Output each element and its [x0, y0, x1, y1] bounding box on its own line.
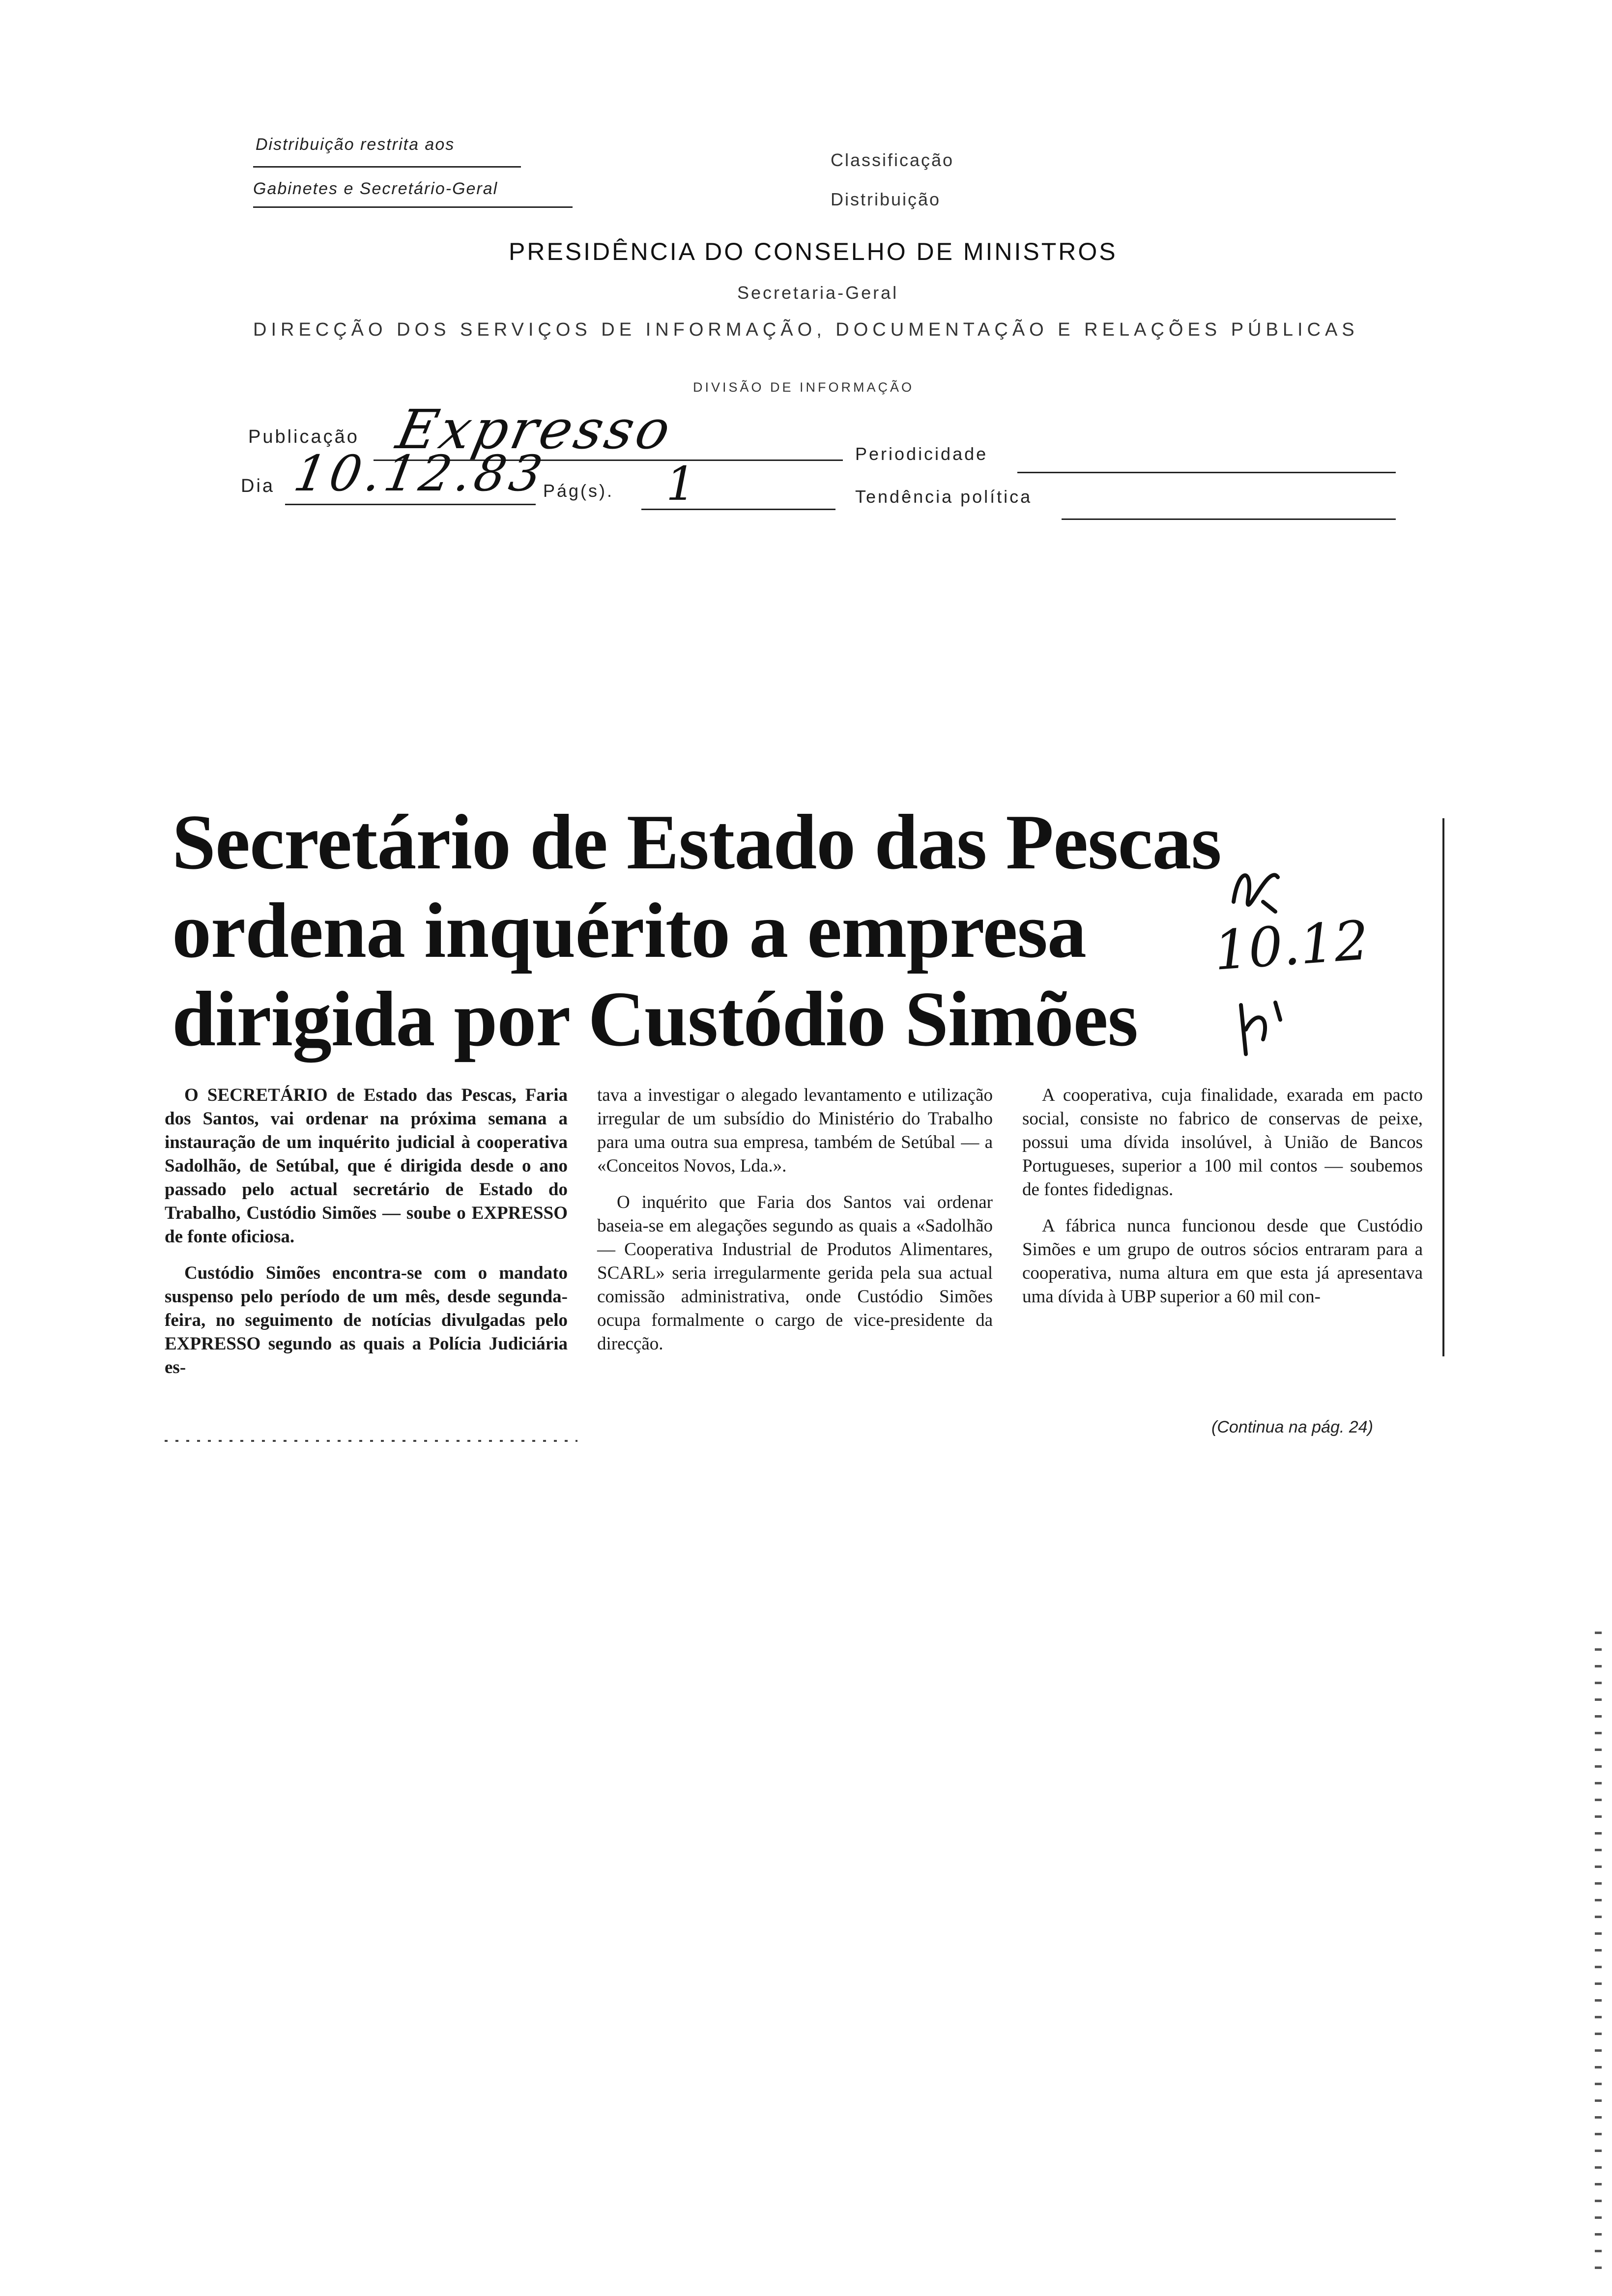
publicacao-label: Publicação — [248, 427, 359, 447]
article-column-2 — [597, 1084, 993, 1356]
dia-handwritten: 10.12.83 — [289, 445, 550, 502]
distribution-note-underline-2 — [253, 206, 573, 208]
margin-handwritten-scribble — [1229, 858, 1288, 917]
dia-label: Dia — [241, 476, 275, 496]
col2-paragraph-1: tava a investigar o alegado levantamento e utilização irregular de um subsídio do Ministério do Trabalho para uma outra sua empresa, também de Setúbal — a «Conceitos Novos, Lda.». — [597, 1085, 993, 1176]
publicacao-handwritten: Expresso — [391, 398, 679, 461]
periodicidade-line — [1017, 472, 1396, 473]
org-title: PRESIDÊNCIA DO CONSELHO DE MINISTROS — [509, 238, 1118, 265]
tendencia-line — [1062, 518, 1396, 520]
headline-line-2: ordena inquérito a empresa — [172, 887, 1086, 974]
headline-line-3: dirigida por Custódio Simões — [172, 975, 1138, 1062]
tendencia-label: Tendência política — [855, 487, 1033, 507]
classificacao-label: Classificação — [831, 150, 954, 170]
distribution-note-line-2: Gabinetes e Secretário-Geral — [253, 179, 498, 198]
scan-noise-bottom — [165, 1440, 577, 1442]
article-column-3 — [1022, 1084, 1423, 1309]
col1-paragraph-1: O SECRETÁRIO de Estado das Pescas, Faria dos Santos, vai ordenar na próxima semana a instauração de um inquérito judicial à cooperativa Sadolhão, de Setúbal, que é dirigida desde o ano passado pelo actual secretário de Estado do Trabalho, Custódio Simões — soube o EXPRESSO de fonte oficiosa. — [165, 1085, 568, 1247]
col2-paragraph-2: O inquérito que Faria dos Santos vai ordenar baseia-se em alegações segundo as quais a «Sadolhão — Cooperativa Industrial de Produtos Alimentares, SCARL» seria irregularmente gerida pela sua actual comissão administrativa, onde Custódio Simões ocupa formalmente o cargo de vice-presidente da direcção. — [597, 1192, 993, 1354]
handwritten-initials-icon — [1234, 995, 1293, 1059]
org-subtitle: Secretaria-Geral — [737, 283, 899, 303]
pags-label: Pág(s). — [543, 481, 614, 501]
divisao-line: DIVISÃO DE INFORMAÇÃO — [693, 380, 915, 395]
distribution-note-underline-1 — [253, 166, 521, 168]
headline-line-1: Secretário de Estado das Pescas — [172, 798, 1221, 886]
margin-handwritten-initials — [1234, 995, 1293, 1059]
continuation-note: (Continua na pág. 24) — [1211, 1418, 1373, 1436]
distribution-note-line-1: Distribuição restrita aos — [256, 135, 455, 154]
col3-paragraph-2: A fábrica nunca funcionou desde que Custódio Simões e um grupo de outros sócios entraram para a cooperativa, numa altura em que esta já apresentava uma dívida à UBP superior a 60 mil con- — [1022, 1216, 1423, 1307]
article-column-1 — [165, 1084, 568, 1379]
periodicidade-label: Periodicidade — [855, 444, 988, 464]
dia-line — [285, 504, 536, 505]
margin-handwritten-date: 10.12 — [1211, 909, 1371, 982]
col3-paragraph-1: A cooperativa, cuja finalidade, exarada em pacto social, consiste no fabrico de conservas de peixe, possui uma dívida insolúvel, à União de Bancos Portugueses, superior a 100 mil contos — soubemos de fontes fidedignas. — [1022, 1085, 1423, 1200]
col1-paragraph-2: Custódio Simões encontra-se com o mandato suspenso pelo período de um mês, desde segunda-feira, no seguimento de notícias divulgadas pelo EXPRESSO segundo as quais a Polícia Judiciária es- — [165, 1263, 568, 1378]
distribuicao-label: Distribuição — [831, 189, 941, 209]
scan-noise-right-edge — [1595, 1632, 1602, 2270]
column-rule — [1442, 818, 1444, 1356]
handwritten-scribble-icon — [1229, 858, 1288, 917]
pags-handwritten: 1 — [666, 457, 696, 511]
direccao-line: DIRECÇÃO DOS SERVIÇOS DE INFORMAÇÃO, DOCUMENTAÇÃO E RELAÇÕES PÚBLICAS — [253, 319, 1359, 340]
